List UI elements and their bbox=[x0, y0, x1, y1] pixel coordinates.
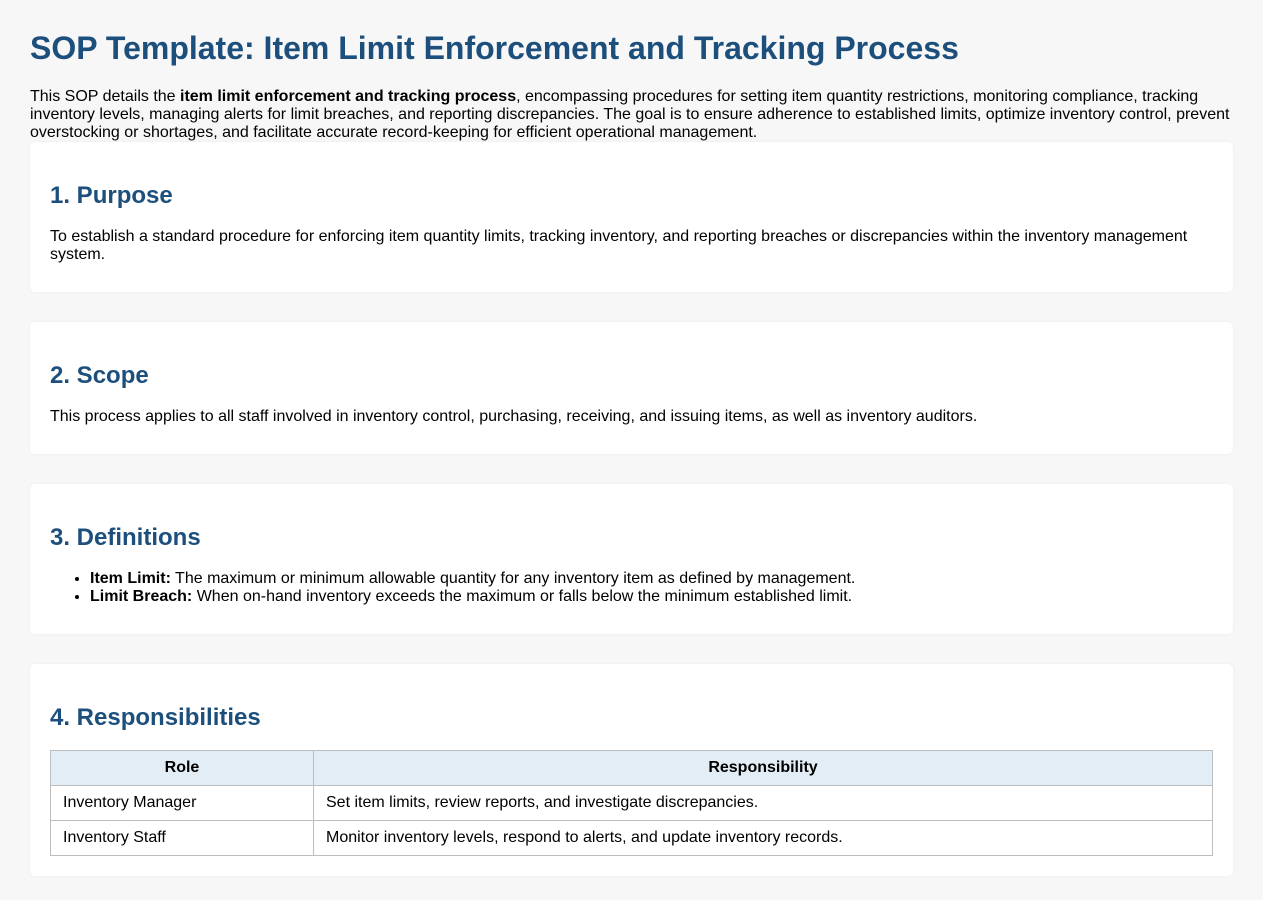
scope-section bbox=[30, 322, 1233, 454]
responsibilities-heading: 4. Responsibilities bbox=[50, 704, 261, 731]
purpose-text: To establish a standard procedure for enforcing item quantity limits, tracking inventory, and reporting breaches or discrepancies within the inventory management system. bbox=[50, 228, 1188, 263]
purpose-section bbox=[30, 142, 1233, 292]
scope-heading: 2. Scope bbox=[50, 362, 149, 389]
responsibility-cell: Set item limits, review reports, and investigate discrepancies. bbox=[314, 786, 1213, 821]
column-header-responsibility: Responsibility bbox=[314, 751, 1213, 786]
column-header-role: Role bbox=[51, 751, 314, 786]
purpose-heading: 1. Purpose bbox=[50, 182, 173, 209]
definition-text: When on-hand inventory exceeds the maximum or falls below the minimum established limit. bbox=[192, 588, 853, 605]
definition-item bbox=[90, 570, 1213, 588]
intro-prefix: This SOP details the bbox=[30, 88, 180, 105]
responsibilities-section bbox=[30, 664, 1233, 876]
table-row bbox=[51, 821, 1213, 856]
definitions-heading: 3. Definitions bbox=[50, 524, 201, 551]
table-row bbox=[51, 786, 1213, 821]
responsibilities-table bbox=[50, 750, 1213, 856]
responsibility-cell: Monitor inventory levels, respond to alerts, and update inventory records. bbox=[314, 821, 1213, 856]
intro-paragraph bbox=[30, 88, 1233, 142]
definition-term: Limit Breach: bbox=[90, 588, 193, 605]
intro-suffix: , encompassing procedures for setting item quantity restrictions, monitoring compliance, tracking inventory levels, managing alerts for limit breaches, and reporting discrepancies. The goal is to ensure adherence to established limits, optimize inventory control, prevent overstocking or shortages, and facilitate accurate record-keeping for efficient operational management. bbox=[30, 88, 1230, 141]
role-cell: Inventory Staff bbox=[51, 821, 314, 856]
intro-bold: item limit enforcement and tracking process bbox=[180, 88, 517, 105]
table-header-row bbox=[51, 751, 1213, 786]
page-title: SOP Template: Item Limit Enforcement and Tracking Process bbox=[30, 30, 959, 66]
definitions-section bbox=[30, 484, 1233, 634]
definition-term: Item Limit: bbox=[90, 570, 171, 587]
role-cell: Inventory Manager bbox=[51, 786, 314, 821]
definition-item bbox=[90, 588, 1213, 606]
scope-text: This process applies to all staff involved in inventory control, purchasing, receiving, and issuing items, as well as inventory auditors. bbox=[50, 408, 978, 425]
definitions-list bbox=[50, 570, 1213, 606]
definition-text: The maximum or minimum allowable quantity for any inventory item as defined by management. bbox=[170, 570, 856, 587]
